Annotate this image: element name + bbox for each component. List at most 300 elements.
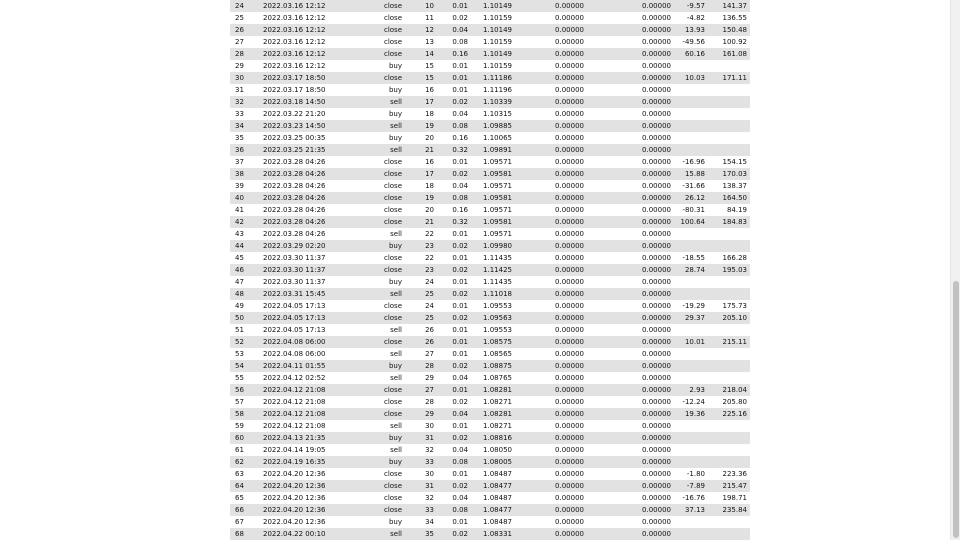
deal-time-cell: 2022.04.08 06:00 [251,336,345,348]
take-profit-cell: 0.00000 [586,12,673,24]
lot-size-cell: 0.04 [436,408,470,420]
take-profit-cell: 0.00000 [586,444,673,456]
deal-time-cell: 2022.04.14 19:05 [251,444,345,456]
deal-time-cell: 2022.04.12 21:08 [251,408,345,420]
take-profit-cell: 0.00000 [586,72,673,84]
profit-cell [673,324,707,336]
take-profit-cell: 0.00000 [586,384,673,396]
profit-cell [673,528,707,540]
deal-time-cell: 2022.03.18 14:50 [251,96,345,108]
profit-cell [673,96,707,108]
profit-cell: -4.82 [673,12,707,24]
balance-cell [707,240,750,252]
profit-cell: -80.31 [673,204,707,216]
profit-cell: -19.29 [673,300,707,312]
order-id-cell: 29 [404,408,436,420]
lot-size-cell: 0.02 [436,480,470,492]
deal-number-cell: 55 [230,372,251,384]
deal-price-cell: 1.11196 [470,84,514,96]
order-id-cell: 26 [404,324,436,336]
lot-size-cell: 0.01 [436,516,470,528]
profit-cell: 10.03 [673,72,707,84]
deal-number-cell: 24 [230,0,251,12]
deal-number-cell: 62 [230,456,251,468]
deal-price-cell: 1.08575 [470,336,514,348]
stop-loss-cell: 0.00000 [514,300,586,312]
lot-size-cell: 0.02 [436,528,470,540]
lot-size-cell: 0.04 [436,372,470,384]
take-profit-cell: 0.00000 [586,432,673,444]
lot-size-cell: 0.32 [436,216,470,228]
deal-time-cell: 2022.03.23 14:50 [251,120,345,132]
table-row [230,0,750,12]
take-profit-cell: 0.00000 [586,468,673,480]
stop-loss-cell: 0.00000 [514,348,586,360]
deal-number-cell: 51 [230,324,251,336]
deal-price-cell: 1.08281 [470,408,514,420]
balance-cell: 175.73 [707,300,750,312]
take-profit-cell: 0.00000 [586,360,673,372]
deal-time-cell: 2022.04.12 21:08 [251,384,345,396]
deal-type-cell: close [345,504,404,516]
table-row [230,72,750,84]
order-id-cell: 30 [404,420,436,432]
stop-loss-cell: 0.00000 [514,528,586,540]
profit-cell [673,144,707,156]
deal-number-cell: 46 [230,264,251,276]
lot-size-cell: 0.02 [436,360,470,372]
deal-type-cell: close [345,384,404,396]
take-profit-cell: 0.00000 [586,408,673,420]
deal-type-cell: close [345,396,404,408]
take-profit-cell: 0.00000 [586,396,673,408]
deal-type-cell: close [345,492,404,504]
deal-price-cell: 1.10315 [470,108,514,120]
order-id-cell: 19 [404,192,436,204]
stop-loss-cell: 0.00000 [514,0,586,12]
balance-cell [707,360,750,372]
take-profit-cell: 0.00000 [586,480,673,492]
profit-cell [673,360,707,372]
stop-loss-cell: 0.00000 [514,444,586,456]
deal-time-cell: 2022.03.17 18:50 [251,84,345,96]
balance-cell: 215.11 [707,336,750,348]
lot-size-cell: 0.02 [436,312,470,324]
stop-loss-cell: 0.00000 [514,144,586,156]
lot-size-cell: 0.04 [436,492,470,504]
balance-cell: 166.28 [707,252,750,264]
take-profit-cell: 0.00000 [586,240,673,252]
table-row [230,36,750,48]
take-profit-cell: 0.00000 [586,288,673,300]
lot-size-cell: 0.01 [436,252,470,264]
balance-cell: 198.71 [707,492,750,504]
deal-number-cell: 45 [230,252,251,264]
deal-price-cell: 1.09553 [470,300,514,312]
lot-size-cell: 0.01 [436,324,470,336]
lot-size-cell: 0.01 [436,420,470,432]
balance-cell [707,432,750,444]
table-row [230,48,750,60]
balance-cell [707,96,750,108]
profit-cell: 37.13 [673,504,707,516]
deal-type-cell: buy [345,516,404,528]
deal-type-cell: sell [345,348,404,360]
deal-type-cell: close [345,468,404,480]
balance-cell: 235.84 [707,504,750,516]
balance-cell [707,420,750,432]
deal-number-cell: 64 [230,480,251,492]
deal-type-cell: sell [345,420,404,432]
lot-size-cell: 0.08 [436,120,470,132]
stop-loss-cell: 0.00000 [514,216,586,228]
deal-price-cell: 1.08050 [470,444,514,456]
order-id-cell: 28 [404,360,436,372]
deal-time-cell: 2022.04.05 17:13 [251,324,345,336]
deal-price-cell: 1.09571 [470,228,514,240]
lot-size-cell: 0.01 [436,60,470,72]
deal-type-cell: buy [345,84,404,96]
deal-number-cell: 39 [230,180,251,192]
scrollbar-thumb[interactable] [953,281,959,538]
stop-loss-cell: 0.00000 [514,468,586,480]
deal-time-cell: 2022.04.13 21:35 [251,432,345,444]
profit-cell: 29.37 [673,312,707,324]
order-id-cell: 20 [404,204,436,216]
stop-loss-cell: 0.00000 [514,456,586,468]
deal-number-cell: 60 [230,432,251,444]
deal-time-cell: 2022.04.08 06:00 [251,348,345,360]
stop-loss-cell: 0.00000 [514,228,586,240]
deal-time-cell: 2022.03.16 12:12 [251,12,345,24]
stop-loss-cell: 0.00000 [514,252,586,264]
order-id-cell: 14 [404,48,436,60]
deal-type-cell: close [345,192,404,204]
deal-time-cell: 2022.03.16 12:12 [251,60,345,72]
lot-size-cell: 0.01 [436,468,470,480]
deal-number-cell: 33 [230,108,251,120]
deal-price-cell: 1.11435 [470,252,514,264]
deal-number-cell: 41 [230,204,251,216]
table-row [230,312,750,324]
stop-loss-cell: 0.00000 [514,24,586,36]
deal-number-cell: 47 [230,276,251,288]
stop-loss-cell: 0.00000 [514,480,586,492]
order-id-cell: 30 [404,468,436,480]
deal-number-cell: 44 [230,240,251,252]
table-row [230,336,750,348]
deal-price-cell: 1.08281 [470,384,514,396]
stop-loss-cell: 0.00000 [514,492,586,504]
stop-loss-cell: 0.00000 [514,336,586,348]
take-profit-cell: 0.00000 [586,216,673,228]
take-profit-cell: 0.00000 [586,420,673,432]
deal-number-cell: 29 [230,60,251,72]
take-profit-cell: 0.00000 [586,276,673,288]
deal-time-cell: 2022.03.31 15:45 [251,288,345,300]
deal-type-cell: sell [345,96,404,108]
profit-cell: 2.93 [673,384,707,396]
lot-size-cell: 0.08 [436,456,470,468]
table-row [230,240,750,252]
lot-size-cell: 0.01 [436,336,470,348]
deal-type-cell: close [345,300,404,312]
table-row [230,408,750,420]
profit-cell: 19.36 [673,408,707,420]
order-id-cell: 32 [404,492,436,504]
balance-cell [707,444,750,456]
lot-size-cell: 0.01 [436,0,470,12]
deal-price-cell: 1.08005 [470,456,514,468]
stop-loss-cell: 0.00000 [514,276,586,288]
table-row [230,144,750,156]
balance-cell: 215.47 [707,480,750,492]
lot-size-cell: 0.01 [436,156,470,168]
deal-number-cell: 42 [230,216,251,228]
table-row [230,360,750,372]
balance-cell: 223.36 [707,468,750,480]
deal-number-cell: 68 [230,528,251,540]
deal-number-cell: 28 [230,48,251,60]
deal-price-cell: 1.09571 [470,204,514,216]
table-row [230,420,750,432]
deal-time-cell: 2022.04.12 21:08 [251,396,345,408]
table-row [230,276,750,288]
deal-type-cell: buy [345,432,404,444]
deal-number-cell: 49 [230,300,251,312]
deal-number-cell: 38 [230,168,251,180]
deal-type-cell: sell [345,228,404,240]
take-profit-cell: 0.00000 [586,24,673,36]
lot-size-cell: 0.16 [436,132,470,144]
stop-loss-cell: 0.00000 [514,132,586,144]
deal-price-cell: 1.08487 [470,492,514,504]
stop-loss-cell: 0.00000 [514,420,586,432]
stop-loss-cell: 0.00000 [514,312,586,324]
order-id-cell: 31 [404,432,436,444]
order-id-cell: 25 [404,288,436,300]
lot-size-cell: 0.08 [436,36,470,48]
lot-size-cell: 0.02 [436,12,470,24]
lot-size-cell: 0.04 [436,180,470,192]
deal-type-cell: buy [345,456,404,468]
lot-size-cell: 0.01 [436,300,470,312]
deal-number-cell: 54 [230,360,251,372]
deal-price-cell: 1.08875 [470,360,514,372]
deal-type-cell: sell [345,528,404,540]
deal-time-cell: 2022.03.30 11:37 [251,264,345,276]
balance-cell: 184.83 [707,216,750,228]
deal-number-cell: 31 [230,84,251,96]
deal-type-cell: close [345,0,404,12]
take-profit-cell: 0.00000 [586,192,673,204]
take-profit-cell: 0.00000 [586,60,673,72]
deal-number-cell: 48 [230,288,251,300]
take-profit-cell: 0.00000 [586,48,673,60]
table-row [230,156,750,168]
lot-size-cell: 0.02 [436,396,470,408]
deal-number-cell: 57 [230,396,251,408]
balance-cell: 84.19 [707,204,750,216]
deal-number-cell: 26 [230,24,251,36]
table-row [230,348,750,360]
deal-time-cell: 2022.04.20 12:36 [251,480,345,492]
balance-cell [707,348,750,360]
deal-time-cell: 2022.03.30 11:37 [251,276,345,288]
profit-cell: 28.74 [673,264,707,276]
take-profit-cell: 0.00000 [586,96,673,108]
profit-cell [673,348,707,360]
deal-type-cell: sell [345,120,404,132]
deal-number-cell: 61 [230,444,251,456]
deal-time-cell: 2022.04.20 12:36 [251,492,345,504]
lot-size-cell: 0.04 [436,108,470,120]
order-id-cell: 25 [404,312,436,324]
table-row [230,108,750,120]
profit-cell [673,276,707,288]
lot-size-cell: 0.01 [436,84,470,96]
vertical-scrollbar[interactable] [950,0,960,540]
profit-cell [673,132,707,144]
deal-time-cell: 2022.03.16 12:12 [251,48,345,60]
deal-price-cell: 1.10065 [470,132,514,144]
stop-loss-cell: 0.00000 [514,516,586,528]
order-id-cell: 32 [404,444,436,456]
balance-cell [707,528,750,540]
order-id-cell: 24 [404,300,436,312]
order-id-cell: 22 [404,228,436,240]
take-profit-cell: 0.00000 [586,528,673,540]
deal-number-cell: 67 [230,516,251,528]
deal-type-cell: buy [345,360,404,372]
deal-price-cell: 1.11435 [470,276,514,288]
balance-cell: 170.03 [707,168,750,180]
deal-time-cell: 2022.04.20 12:36 [251,504,345,516]
deal-price-cell: 1.09563 [470,312,514,324]
balance-cell [707,60,750,72]
lot-size-cell: 0.01 [436,348,470,360]
deal-time-cell: 2022.03.28 04:26 [251,180,345,192]
balance-cell: 218.04 [707,384,750,396]
deal-time-cell: 2022.03.28 04:26 [251,216,345,228]
take-profit-cell: 0.00000 [586,312,673,324]
profit-cell [673,228,707,240]
table-row [230,300,750,312]
order-id-cell: 21 [404,216,436,228]
table-row [230,456,750,468]
deal-number-cell: 35 [230,132,251,144]
lot-size-cell: 0.01 [436,276,470,288]
profit-cell [673,60,707,72]
deal-type-cell: close [345,216,404,228]
order-id-cell: 12 [404,24,436,36]
lot-size-cell: 0.02 [436,288,470,300]
profit-cell [673,432,707,444]
order-id-cell: 11 [404,12,436,24]
order-id-cell: 21 [404,144,436,156]
deal-price-cell: 1.10159 [470,12,514,24]
balance-cell: 154.15 [707,156,750,168]
profit-cell: -16.96 [673,156,707,168]
balance-cell: 100.92 [707,36,750,48]
profit-cell [673,108,707,120]
deal-type-cell: sell [345,144,404,156]
deal-price-cell: 1.08487 [470,468,514,480]
take-profit-cell: 0.00000 [586,132,673,144]
balance-cell [707,84,750,96]
order-id-cell: 27 [404,384,436,396]
deal-price-cell: 1.11186 [470,72,514,84]
order-id-cell: 27 [404,348,436,360]
deal-time-cell: 2022.04.19 16:35 [251,456,345,468]
deal-price-cell: 1.09581 [470,192,514,204]
profit-cell [673,456,707,468]
lot-size-cell: 0.02 [436,432,470,444]
stop-loss-cell: 0.00000 [514,72,586,84]
take-profit-cell: 0.00000 [586,300,673,312]
deal-time-cell: 2022.03.22 21:20 [251,108,345,120]
table-row [230,192,750,204]
lot-size-cell: 0.02 [436,264,470,276]
balance-cell: 136.55 [707,12,750,24]
take-profit-cell: 0.00000 [586,252,673,264]
deal-type-cell: close [345,264,404,276]
deal-time-cell: 2022.03.16 12:12 [251,0,345,12]
deal-type-cell: sell [345,288,404,300]
balance-cell [707,516,750,528]
table-row [230,180,750,192]
deal-number-cell: 52 [230,336,251,348]
deal-type-cell: close [345,252,404,264]
deal-price-cell: 1.08271 [470,420,514,432]
balance-cell [707,288,750,300]
take-profit-cell: 0.00000 [586,180,673,192]
deal-number-cell: 25 [230,12,251,24]
balance-cell [707,120,750,132]
take-profit-cell: 0.00000 [586,228,673,240]
table-row [230,168,750,180]
balance-cell: 205.80 [707,396,750,408]
lot-size-cell: 0.32 [436,144,470,156]
deal-price-cell: 1.10149 [470,24,514,36]
balance-cell [707,456,750,468]
lot-size-cell: 0.04 [436,444,470,456]
lot-size-cell: 0.08 [436,504,470,516]
stop-loss-cell: 0.00000 [514,96,586,108]
balance-cell [707,144,750,156]
lot-size-cell: 0.08 [436,192,470,204]
balance-cell: 171.11 [707,72,750,84]
order-id-cell: 24 [404,276,436,288]
lot-size-cell: 0.01 [436,228,470,240]
take-profit-cell: 0.00000 [586,204,673,216]
stop-loss-cell: 0.00000 [514,504,586,516]
deal-price-cell: 1.10159 [470,36,514,48]
order-id-cell: 16 [404,84,436,96]
deal-type-cell: close [345,480,404,492]
take-profit-cell: 0.00000 [586,84,673,96]
stop-loss-cell: 0.00000 [514,408,586,420]
deal-price-cell: 1.09581 [470,216,514,228]
deal-type-cell: sell [345,372,404,384]
table-row [230,12,750,24]
deal-time-cell: 2022.03.16 12:12 [251,36,345,48]
deal-time-cell: 2022.04.22 00:10 [251,528,345,540]
stop-loss-cell: 0.00000 [514,432,586,444]
deal-number-cell: 63 [230,468,251,480]
table-row [230,252,750,264]
order-id-cell: 17 [404,96,436,108]
